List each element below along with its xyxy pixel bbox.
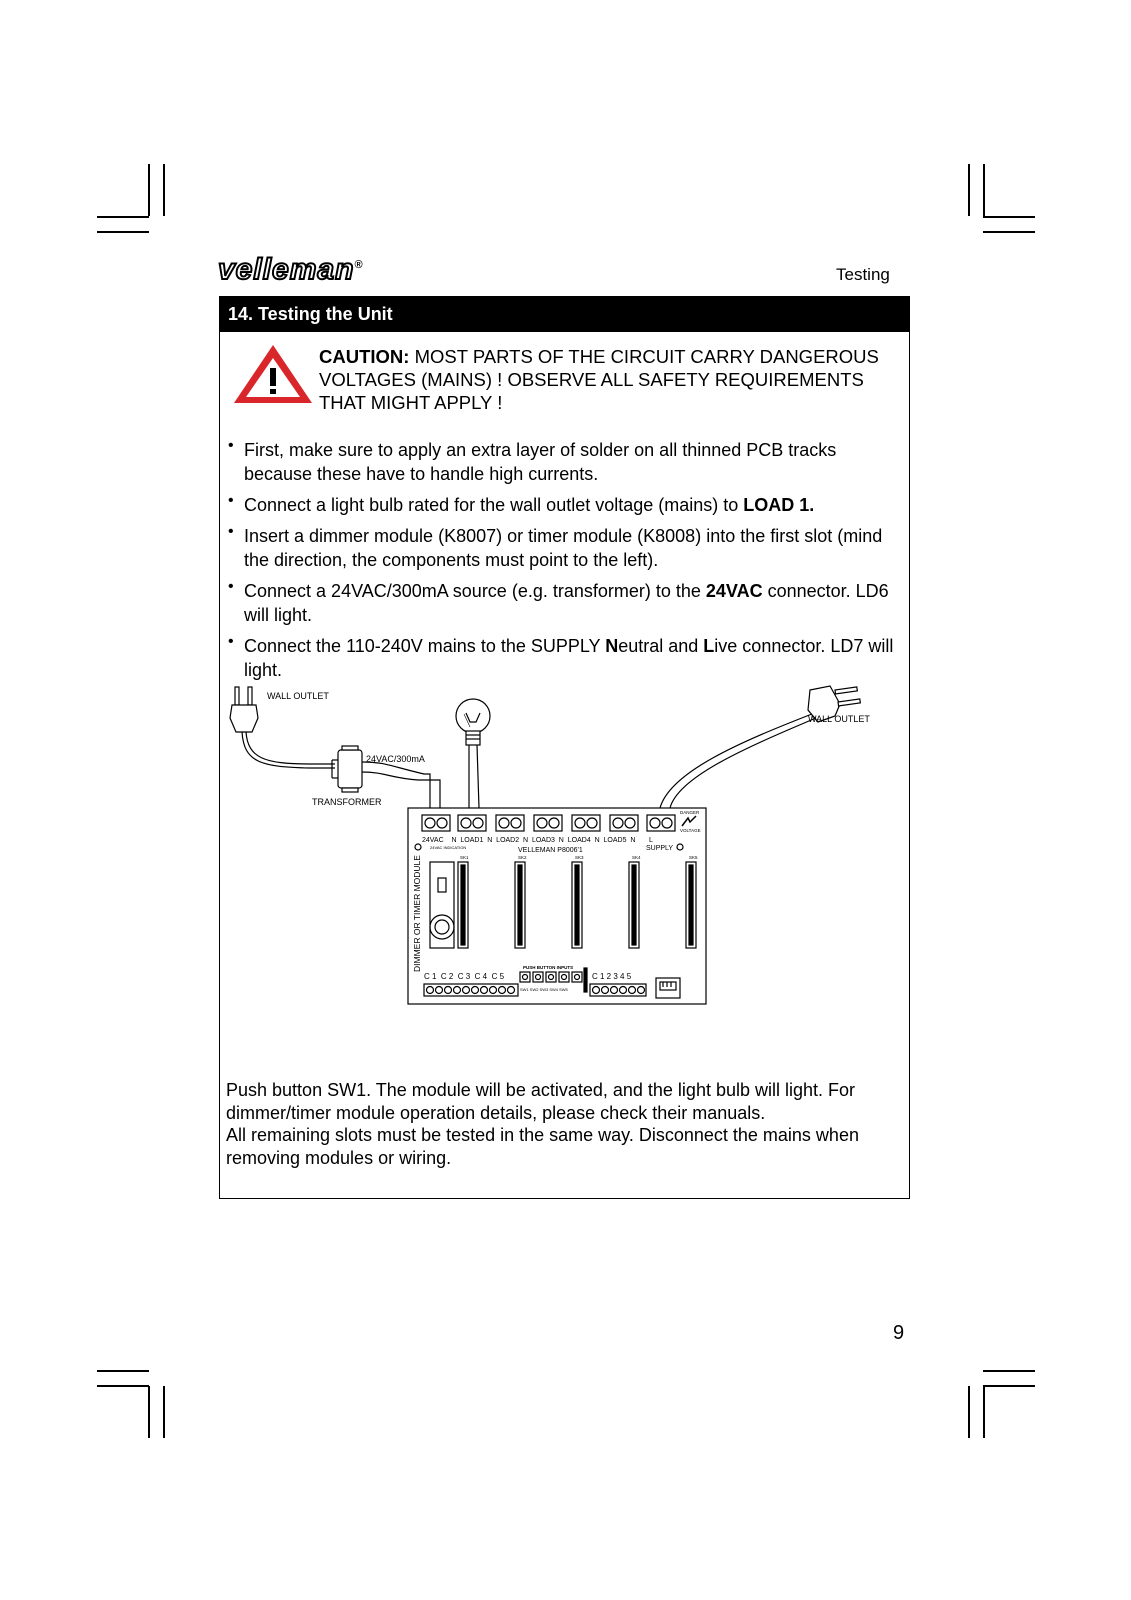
wall-outlet-left-label: WALL OUTLET xyxy=(267,691,329,701)
page-title: 14. Testing the Unit xyxy=(220,297,909,332)
light-bulb-icon xyxy=(456,699,490,745)
pushbutton-switches xyxy=(520,972,582,982)
crop-mark xyxy=(97,231,149,233)
output-terminals xyxy=(590,984,646,996)
warning-triangle-icon xyxy=(230,341,316,407)
svg-text:SK3: SK3 xyxy=(575,855,584,860)
crop-mark xyxy=(968,1386,970,1438)
svg-text:DANGER: DANGER xyxy=(680,810,700,815)
crop-mark xyxy=(983,216,1035,218)
indication-label: 24VAC INDICATION xyxy=(430,845,467,850)
crop-mark xyxy=(968,164,970,216)
section-title: Testing xyxy=(836,265,890,284)
input-terminals xyxy=(424,984,518,996)
crop-mark xyxy=(148,164,150,216)
list-item: • Connect a 24VAC/300mA source (e.g. transformer) to the 24VAC connector. LD6 will light. xyxy=(226,579,906,627)
crop-mark xyxy=(983,1386,985,1438)
inputs-label: C 1 C 2 C 3 C 4 C 5 xyxy=(424,972,505,981)
crop-mark xyxy=(97,1385,149,1387)
list-item: • Connect a light bulb rated for the wall outlet voltage (mains) to LOAD 1. xyxy=(226,493,906,517)
terminal-blocks xyxy=(422,815,675,831)
crop-mark xyxy=(163,164,165,216)
content-frame xyxy=(219,296,910,1199)
left-plug-icon xyxy=(230,687,258,732)
connector-labels: 24VAC N LOAD1 N LOAD2 N LOAD3 N LOAD4 N LOAD5 N L xyxy=(422,837,653,844)
crop-mark xyxy=(983,1370,1035,1372)
crop-mark xyxy=(163,1386,165,1438)
svg-text:VOLTAGE: VOLTAGE xyxy=(680,828,701,833)
transformer-rating-label: 24VAC/300mA xyxy=(366,754,425,764)
crop-mark xyxy=(97,216,149,218)
crop-mark xyxy=(148,1386,150,1438)
transformer-icon xyxy=(332,746,362,792)
supply-label: SUPPLY xyxy=(646,845,674,852)
crop-mark xyxy=(983,231,1035,233)
list-item: • Insert a dimmer module (K8007) or timer module (K8008) into the first slot (mind the direction, the components must point to the left). xyxy=(226,524,906,572)
transformer-label: TRANSFORMER xyxy=(312,797,382,807)
svg-text:SK2: SK2 xyxy=(518,855,527,860)
svg-text:SK1: SK1 xyxy=(460,855,469,860)
pushbutton-label: PUSH BUTTON INPUTS xyxy=(523,965,574,970)
svg-text:SK4: SK4 xyxy=(632,855,641,860)
crop-mark xyxy=(983,164,985,216)
paragraph: All remaining slots must be tested in the same way. Disconnect the mains when removing modules or wiring. xyxy=(226,1125,859,1168)
body-text xyxy=(226,1079,906,1169)
caution-text: CAUTION: MOST PARTS OF THE CIRCUIT CARRY DANGEROUS VOLTAGES (MAINS) ! OBSERVE ALL SAFETY REQUIREMENTS THAT MIGHT APPLY ! xyxy=(319,346,879,413)
crop-mark xyxy=(97,1370,149,1372)
rj-connector xyxy=(656,978,680,998)
board-name: VELLEMAN P8006'1 xyxy=(518,847,583,854)
outputs-label: C 1 2 3 4 5 xyxy=(592,972,632,981)
switch-labels: SW1 SW2 SW3 SW4 SW5 xyxy=(520,987,568,992)
instruction-list xyxy=(226,438,906,689)
paragraph: Push button SW1. The module will be activated, and the light bulb will light. For dimmer/timer module operation details, please check their manuals. xyxy=(226,1080,856,1123)
svg-text:SK5: SK5 xyxy=(689,855,698,860)
page-number: 9 xyxy=(893,1322,905,1344)
brand-logo: velleman® xyxy=(218,253,364,286)
wall-outlet-right-label: WALL OUTLET xyxy=(808,714,870,724)
list-item: • Connect the 110-240V mains to the SUPPLY Neutral and Live connector. LD7 will light. xyxy=(226,634,906,682)
dimmer-module xyxy=(430,862,454,948)
module-label: DIMMER OR TIMER MODULE xyxy=(412,855,422,972)
crop-mark xyxy=(983,1385,1035,1387)
wiring-diagram xyxy=(220,682,908,1032)
list-item: • First, make sure to apply an extra layer of solder on all thinned PCB tracks because these have to handle high currents. xyxy=(226,438,906,486)
